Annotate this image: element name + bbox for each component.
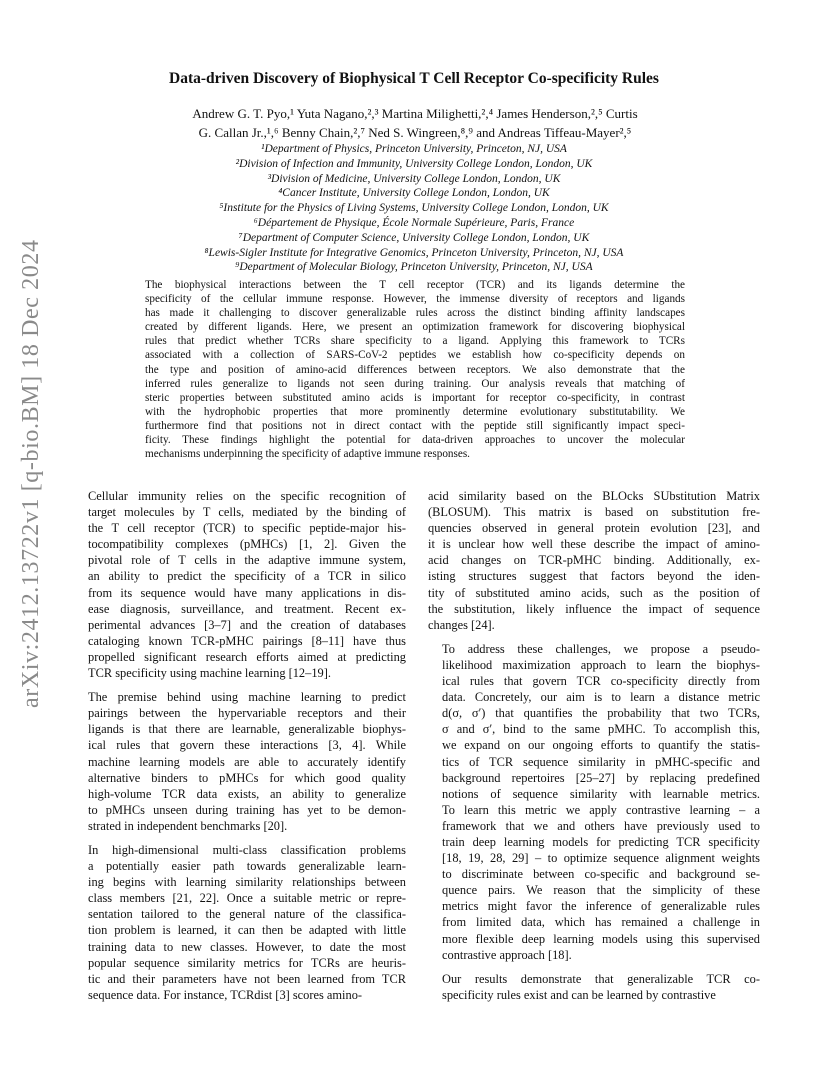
abstract-line: furthermore find that positions not in direct contact with the peptide still significantly impact speci- bbox=[145, 419, 685, 432]
body-line: propelled significant research efforts aimed at predicting bbox=[88, 649, 406, 664]
affiliation: ¹Department of Physics, Princeton University, Princeton, NJ, USA bbox=[261, 143, 567, 155]
affiliation: ⁹Department of Molecular Biology, Princeton University, Princeton, NJ, USA bbox=[235, 261, 593, 274]
body-line: alternative binders to pMHCs for which good quality bbox=[88, 770, 406, 785]
body-line: likelihood maximization approach to learn the biophys- bbox=[442, 657, 760, 672]
abstract-line: specificity of the cellular immune response. However, the immense diversity of receptors and ligands bbox=[145, 293, 685, 306]
body-line: a potentially easier path towards generalizable learn- bbox=[88, 859, 406, 874]
body-line: train deep learning models for predicting TCR specificity bbox=[442, 834, 760, 849]
body-line: from its sequence would have many applications in dis- bbox=[88, 585, 406, 600]
body-line: it is unclear how well these describe the impact of amino- bbox=[428, 537, 760, 552]
body-line: pivotal role of T cells in the adaptive immune system, bbox=[88, 553, 406, 568]
abstract-line: The biophysical interactions between the T cell receptor (TCR) and its ligands determine the bbox=[145, 279, 685, 291]
body-line: sequence data. For instance, TCRdist [3] scores amino- bbox=[88, 987, 363, 1002]
affiliation: ⁵Institute for the Physics of Living Systems, University College London, London, UK bbox=[219, 202, 609, 215]
body-line: tity of substituted amino acids, such as the position of bbox=[428, 585, 760, 600]
body-line: The premise behind using machine learning to predict bbox=[88, 690, 406, 705]
body-line: ligands is that there are learnable, generalizable biophys- bbox=[88, 722, 406, 737]
body-line: background repertoires [25–27] by replacing predefined bbox=[442, 770, 760, 785]
body-line: cataloging known TCR-pMHC pairings [8–11] have thus bbox=[88, 633, 406, 648]
body-paragraph bbox=[428, 641, 760, 963]
body-line: quencies observed in general protein evolution [23], and bbox=[428, 521, 760, 536]
body-paragraph bbox=[428, 971, 760, 1003]
body-line: an ability to predict the specificity of a TCR in silico bbox=[88, 569, 406, 584]
body-paragraph bbox=[74, 689, 406, 834]
body-line: σ and σ′, bind to the same pMHC. To accomplish this, bbox=[442, 722, 760, 737]
body-line: ease diagnosis, surveillance, and treatment. Recent ex- bbox=[88, 601, 406, 616]
body-line: data. Concretely, our aim is to learn a distance metric bbox=[442, 690, 760, 705]
body-line: changes [24]. bbox=[428, 617, 495, 632]
body-line: more flexible deep learning models using this supervised bbox=[442, 931, 760, 946]
affiliation: ⁴Cancer Institute, University College London, London, UK bbox=[278, 187, 550, 200]
body-line: Cellular immunity relies on the specific recognition of bbox=[88, 489, 406, 503]
body-paragraph bbox=[74, 488, 406, 681]
abstract-line: steric properties between substituted amino acids is important for receptor co-specificity, in contrast bbox=[145, 391, 685, 404]
body-line: strated in independent benchmarks [20]. bbox=[88, 818, 288, 833]
body-line: d(σ, σ′) that quantifies the probability that two TCRs, bbox=[442, 706, 760, 721]
author-line-1: Andrew G. T. Pyo,¹ Yuta Nagano,²,³ Martina Milighetti,²,⁴ James Henderson,²,⁵ Curtis bbox=[192, 106, 638, 121]
affiliation: ³Division of Medicine, University College London, London, UK bbox=[267, 172, 561, 185]
author-line-2: G. Callan Jr.,¹,⁶ Benny Chain,²,⁷ Ned S. Wingreen,⁸,⁹ and Andreas Tiffeau-Mayer²,⁵ bbox=[198, 125, 632, 140]
body-line: acid similarity based on the BLOcks SUbstitution Matrix bbox=[428, 489, 760, 503]
body-line: target molecules by T cells, mediated by the binding of bbox=[88, 505, 406, 520]
body-line: perimental advances [3–7] and the creation of databases bbox=[88, 617, 406, 632]
affiliation: ²Division of Infection and Immunity, University College London, London, UK bbox=[235, 157, 593, 170]
body-line: acid changes on TCR-pMHC binding. Additionally, ex- bbox=[428, 553, 760, 568]
arxiv-identifier: arXiv:2412.13722v1 [q-bio.BM] 18 Dec 2024 bbox=[18, 239, 44, 708]
body-line: In high-dimensional multi-class classification problems bbox=[88, 842, 406, 857]
body-line: tics of TCR sequence similarity in pMHC-specific and bbox=[442, 754, 760, 769]
body-right-column bbox=[428, 488, 760, 1011]
affiliation: ⁶Département de Physique, École Normale Supérieure, Paris, France bbox=[253, 216, 575, 229]
body-line: popular sequence similarity metrics for TCRs are heuris- bbox=[88, 955, 406, 970]
body-line: ical rules that govern these interactions [3, 4]. While bbox=[88, 738, 406, 753]
body-line: tion problem is learned, it can then be adapted with little bbox=[88, 923, 406, 938]
body-line: the T cell receptor (TCR) to specific peptide-major his- bbox=[88, 521, 406, 536]
body-line: To address these challenges, we propose a pseudo- bbox=[442, 641, 760, 656]
body-line: from limited data, which has remained a challenge in bbox=[442, 915, 760, 930]
body-line: tocompatibility complexes (pMHCs) [1, 2]. Given the bbox=[88, 537, 406, 552]
body-line: To learn this metric we apply contrastive learning – a bbox=[442, 802, 760, 817]
body-line: pairings between the hypervariable receptors and their bbox=[88, 706, 406, 721]
abstract-line: ficity. These findings highlight the potential for data-driven approaches to uncover the molecular bbox=[145, 434, 685, 447]
body-line: machine learning models are able to accurately identify bbox=[88, 754, 406, 769]
body-line: tic and their parameters have not been learned from TCR bbox=[88, 971, 406, 986]
body-line: TCR specificity using machine learning [12–19]. bbox=[88, 666, 331, 681]
affiliation: ⁸Lewis-Sigler Institute for Integrative Genomics, Princeton University, Princeton, NJ, USA bbox=[204, 246, 624, 259]
body-paragraph bbox=[74, 842, 406, 1003]
abstract-line: associated with a collection of SARS-CoV-2 peptides we establish how co-specificity depends on bbox=[145, 349, 685, 362]
abstract-line: rules that predict whether TCRs share specificity to a ligand. Applying this framework to TCRs bbox=[145, 335, 685, 348]
body-line: to pMHCs unseen during training has yet to be demon- bbox=[88, 802, 406, 817]
body-line: contrastive approach [18]. bbox=[442, 947, 572, 962]
arxiv-sidebar-stamp bbox=[14, 0, 66, 1072]
body-line: ing begins with learning similarity relationships between bbox=[88, 875, 406, 890]
body-line: class members [21, 22]. Once a suitable metric or repre- bbox=[88, 891, 406, 906]
body-line: training data to new classes. However, to date the most bbox=[88, 939, 406, 954]
abstract bbox=[145, 278, 685, 461]
body-line: specificity rules exist and can be learned by contrastive bbox=[442, 987, 716, 1002]
body-line: notions of sequence similarity with learnable metrics. bbox=[442, 786, 760, 801]
abstract-line: inferred rules generalize to ligands not seen during training. Our analysis reveals that matching of bbox=[145, 377, 685, 390]
affiliations bbox=[120, 142, 708, 275]
body-line: high-volume TCR data exists, an ability to generalize bbox=[88, 786, 406, 801]
body-line: framework that we and others have previously used to bbox=[442, 818, 760, 833]
affiliation: ⁷Department of Computer Science, University College London, London, UK bbox=[238, 231, 590, 244]
abstract-line: mechanisms underpinning the specificity of adaptive immune responses. bbox=[145, 448, 470, 461]
body-paragraph bbox=[428, 488, 760, 633]
author-list bbox=[150, 104, 680, 142]
body-line: to discriminate between co-specific and background se- bbox=[442, 867, 760, 882]
body-line: isting structures suggest that factors beyond the iden- bbox=[428, 569, 760, 584]
body-line: Our results demonstrate that generalizable TCR co- bbox=[442, 971, 760, 986]
abstract-line: the type and position of amino-acid differences between receptors. We also demonstrate that the bbox=[145, 363, 685, 376]
body-line: (BLOSUM). This matrix is based on substitution fre- bbox=[428, 505, 760, 520]
body-line: [18, 19, 28, 29] – to optimize sequence alignment weights bbox=[442, 851, 760, 866]
abstract-line: with the hydrophobic properties that more prominently determine evolutionary substitutability. We bbox=[145, 405, 685, 418]
body-line: metrics might favor the inference of generalizable rules bbox=[442, 899, 760, 914]
body-line: sentation tailored to the general nature of the classifica- bbox=[88, 907, 406, 922]
body-left-column bbox=[74, 488, 406, 1011]
body-line: the substitution, likely influence the impact of sequence bbox=[428, 601, 760, 616]
abstract-line: created by different ligands. Here, we present an optimization framework for discovering biophysical bbox=[145, 321, 685, 334]
paper-title: Data-driven Discovery of Biophysical T Cell Receptor Co-specificity Rules bbox=[169, 70, 659, 87]
body-line: we expand on our ongoing efforts to quantify the statis- bbox=[442, 738, 760, 753]
abstract-line: has made it challenging to discover generalizable rules across the distinct binding affinity landscapes bbox=[145, 307, 685, 320]
body-line: ical rules that govern TCR co-specificity directly from bbox=[442, 674, 760, 689]
body-line: quence pairs. We reason that the simplicity of these bbox=[442, 883, 760, 898]
